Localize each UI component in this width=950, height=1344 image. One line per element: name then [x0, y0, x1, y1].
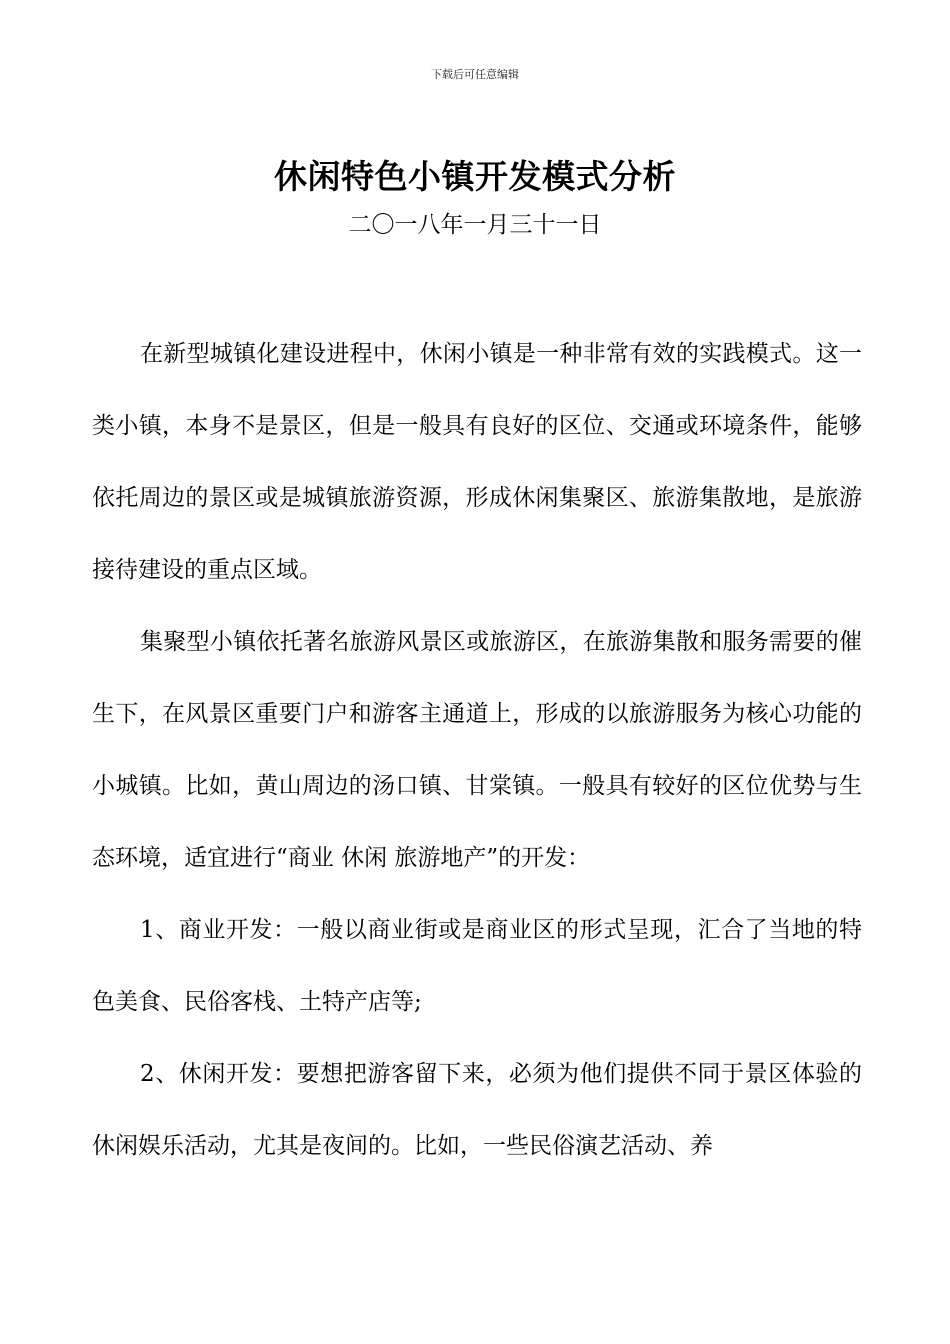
paragraph-4: 2、休闲开发：要想把游客留下来，必须为他们提供不同于景区体验的休闲娱乐活动，尤其是夜间的。比如，一些民俗演艺活动、养: [92, 1061, 862, 1159]
paragraph-2: 集聚型小镇依托著名旅游风景区或旅游区，在旅游集散和服务需要的催生下，在风景区重要门户和游客主通道上，形成的以旅游服务为核心功能的小城镇。比如，黄山周边的汤口镇、甘棠镇。一般具有较好的区位优势与生态环境，适宜进行“商业 休闲 旅游地产”的开发：: [92, 629, 862, 871]
paragraph-3: 1、商业开发：一般以商业街或是商业区的形式呈现，汇合了当地的特色美食、民俗客栈、土特产店等;: [92, 917, 862, 1015]
header-note: 下载后可任意编辑: [431, 68, 519, 81]
document-body: [92, 318, 862, 1182]
document-date: 二〇一八年一月三十一日: [348, 212, 602, 238]
paragraph-1: 在新型城镇化建设进程中，休闲小镇是一种非常有效的实践模式。这一类小镇，本身不是景区，但是一般具有良好的区位、交通或环境条件，能够依托周边的景区或是城镇旅游资源，形成休闲集聚区、旅游集散地，是旅游接待建设的重点区域。: [92, 341, 862, 583]
document-title: 休闲特色小镇开发模式分析: [274, 157, 676, 196]
